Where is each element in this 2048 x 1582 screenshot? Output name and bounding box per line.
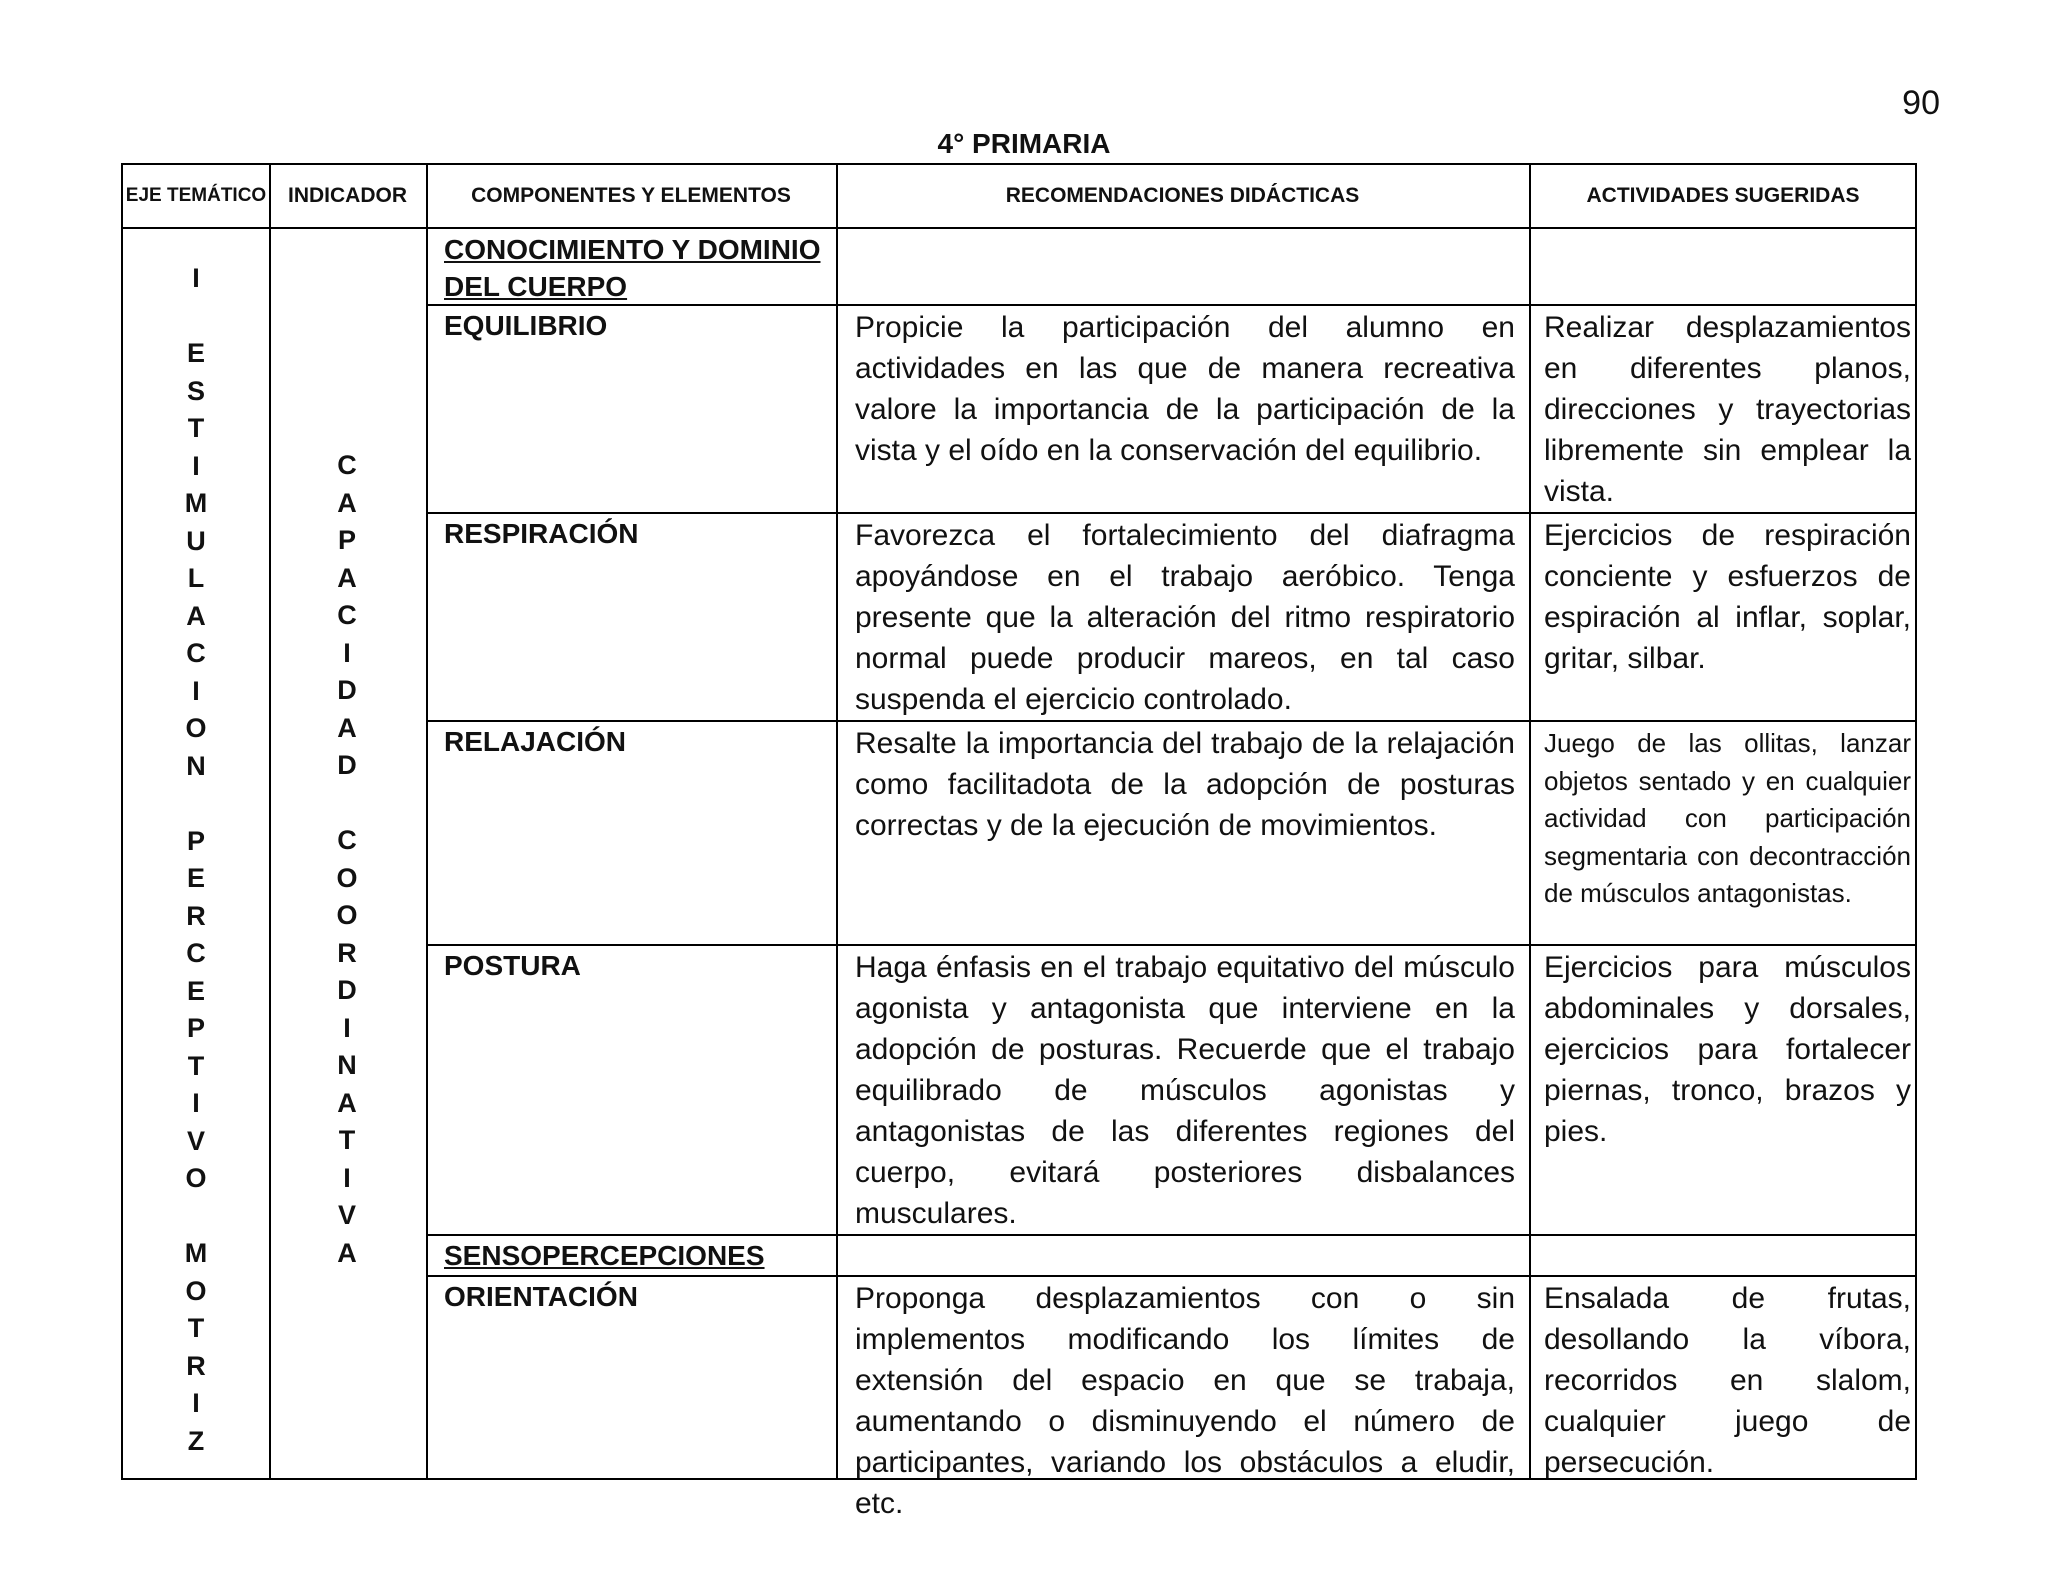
indicador-letter: N bbox=[337, 1050, 357, 1080]
indicador-letter: I bbox=[343, 637, 351, 668]
indicador-letter: C bbox=[337, 825, 357, 855]
column-divider bbox=[269, 165, 271, 1478]
eje-letter: T bbox=[187, 413, 205, 443]
component-respiracion: RESPIRACIÓN bbox=[444, 518, 639, 549]
indicador-letter: A bbox=[337, 1087, 357, 1118]
curriculum-table bbox=[121, 163, 1917, 1520]
page-number: 90 bbox=[1902, 84, 1940, 122]
eje-letter bbox=[181, 785, 211, 823]
indicador-letter: O bbox=[336, 900, 358, 930]
indicador-letter: R bbox=[337, 937, 357, 968]
activity-equilibrio: Realizar desplazamientos en diferentes planos, direcciones y trayectorias libremente sin emplear la vista. bbox=[1544, 311, 1911, 508]
indicador-letter: D bbox=[337, 675, 357, 705]
eje-letter: O bbox=[185, 713, 207, 743]
indicador-letter: A bbox=[337, 487, 357, 518]
indicador-letter: P bbox=[337, 525, 356, 555]
indicador-letter: D bbox=[337, 750, 357, 780]
eje-letter: L bbox=[187, 563, 205, 593]
eje-letter: Z bbox=[187, 1425, 205, 1456]
component-equilibrio: EQUILIBRIO bbox=[444, 310, 608, 341]
indicador-letter: C bbox=[337, 600, 357, 630]
component-sensopercepciones: SENSOPERCEPCIONES bbox=[444, 1240, 765, 1271]
header-divider bbox=[123, 227, 1915, 229]
indicador-letter: A bbox=[337, 712, 357, 743]
column-divider bbox=[836, 165, 838, 1478]
eje-letter: N bbox=[186, 750, 206, 781]
eje-letter: M bbox=[184, 488, 208, 518]
eje-letter: T bbox=[187, 1050, 205, 1081]
eje-letter: M bbox=[184, 1238, 208, 1268]
activity-relajacion: Juego de las ollitas, lanzar objetos sentado y en cualquier actividad con participación segmentaria con decontracción de músculos antagonistas. bbox=[1544, 728, 1911, 908]
eje-letter: I bbox=[192, 1388, 200, 1418]
eje-letter: E bbox=[186, 975, 205, 1006]
indicador-letter: C bbox=[337, 450, 357, 480]
indicador-letter: T bbox=[338, 1125, 356, 1155]
eje-letter: E bbox=[186, 338, 205, 368]
recommendation-relajacion: Resalte la importancia del trabajo de la relajación como facilitadota de la adopción de posturas correctas y de la ejecución de movimientos. bbox=[855, 727, 1515, 842]
column-divider bbox=[1529, 165, 1531, 1478]
component-conocimiento: CONOCIMIENTO Y DOMINIO DEL CUERPO bbox=[444, 234, 821, 302]
header-componentes: COMPONENTES Y ELEMENTOS bbox=[471, 184, 791, 208]
eje-letter: R bbox=[186, 1350, 206, 1381]
eje-letter: I bbox=[192, 450, 200, 481]
column-divider bbox=[426, 165, 428, 1478]
eje-letter: E bbox=[186, 863, 205, 893]
component-postura: POSTURA bbox=[444, 950, 581, 981]
eje-letter: C bbox=[186, 938, 206, 968]
indicador-letter bbox=[332, 785, 362, 823]
eje-letter: O bbox=[185, 1163, 207, 1193]
activity-postura: Ejercicios para músculos abdominales y dorsales, ejercicios para fortalecer piernas, tronco, brazos y pies. bbox=[1544, 951, 1911, 1148]
activity-orientacion: Ensalada de frutas, desollando la víbora, recorridos en slalom, cualquier juego de persecución. bbox=[1544, 1282, 1911, 1479]
indicador-letter: D bbox=[337, 975, 357, 1005]
row-divider bbox=[426, 1234, 1915, 1236]
row-divider bbox=[426, 512, 1915, 514]
eje-tematico-vertical-text bbox=[181, 260, 211, 1460]
indicador-letter: A bbox=[337, 562, 357, 593]
indicador-letter: A bbox=[337, 1237, 357, 1268]
header-actividades: ACTIVIDADES SUGERIDAS bbox=[1586, 184, 1860, 208]
eje-letter: U bbox=[186, 525, 206, 556]
recommendation-postura: Haga énfasis en el trabajo equitativo del músculo agonista y antagonista que interviene en la adopción de posturas. Recuerde que el trabajo equilibrado de músculos agonistas y antagonistas de las diferentes regiones del cuerpo, evitará posteriores disbalances musculares. bbox=[855, 951, 1515, 1230]
indicador-letter: V bbox=[337, 1200, 356, 1230]
row-divider bbox=[426, 1275, 1915, 1277]
header-indicador: INDICADOR bbox=[288, 184, 407, 208]
eje-letter bbox=[181, 1198, 211, 1236]
component-relajacion: RELAJACIÓN bbox=[444, 726, 627, 757]
indicador-vertical-text bbox=[332, 447, 362, 1272]
header-recomendaciones: RECOMENDACIONES DIDÁCTICAS bbox=[1005, 184, 1360, 208]
eje-letter: T bbox=[187, 1313, 205, 1343]
recommendation-equilibrio: Propicie la participación del alumno en actividades en las que de manera recreativa valore la importancia de la participación de la vista y el oído en la conservación del equilibrio. bbox=[855, 311, 1515, 467]
grade-title: 4° PRIMARIA bbox=[937, 128, 1111, 159]
eje-letter: P bbox=[186, 1013, 205, 1043]
eje-letter: I bbox=[192, 1088, 200, 1118]
activity-respiracion: Ejercicios de respiración conciente y esfuerzos de espiración al inflar, soplar, gritar, silbar. bbox=[1544, 519, 1911, 675]
eje-letter bbox=[181, 298, 211, 336]
component-orientacion: ORIENTACIÓN bbox=[444, 1281, 638, 1312]
recommendation-respiracion: Favorezca el fortalecimiento del diafragma apoyándose en el trabajo aeróbico. Tenga presente que la alteración del ritmo respiratorio normal puede producir mareos, en tal caso suspenda el ejercicio controlado. bbox=[855, 519, 1515, 716]
indicador-letter: O bbox=[336, 862, 358, 893]
recommendation-orientacion: Proponga desplazamientos con o sin implementos modificando los límites de extensión del espacio en que se trabaja, aumentando o disminuyendo el número de participantes, variando los obstáculos a eludir, etc. bbox=[855, 1282, 1515, 1520]
eje-letter: C bbox=[186, 638, 206, 668]
eje-letter: V bbox=[186, 1125, 205, 1156]
eje-letter: O bbox=[185, 1275, 207, 1306]
indicador-letter: I bbox=[343, 1012, 351, 1043]
eje-letter: A bbox=[186, 600, 206, 631]
eje-letter: S bbox=[186, 375, 205, 406]
eje-letter: R bbox=[186, 900, 206, 931]
eje-letter: I bbox=[192, 263, 200, 293]
row-divider bbox=[426, 720, 1915, 722]
header-eje-tematico: EJE TEMÁTICO bbox=[125, 184, 267, 206]
eje-letter: I bbox=[192, 675, 200, 706]
indicador-letter: I bbox=[343, 1162, 351, 1193]
row-divider bbox=[426, 944, 1915, 946]
eje-letter: P bbox=[186, 825, 205, 856]
